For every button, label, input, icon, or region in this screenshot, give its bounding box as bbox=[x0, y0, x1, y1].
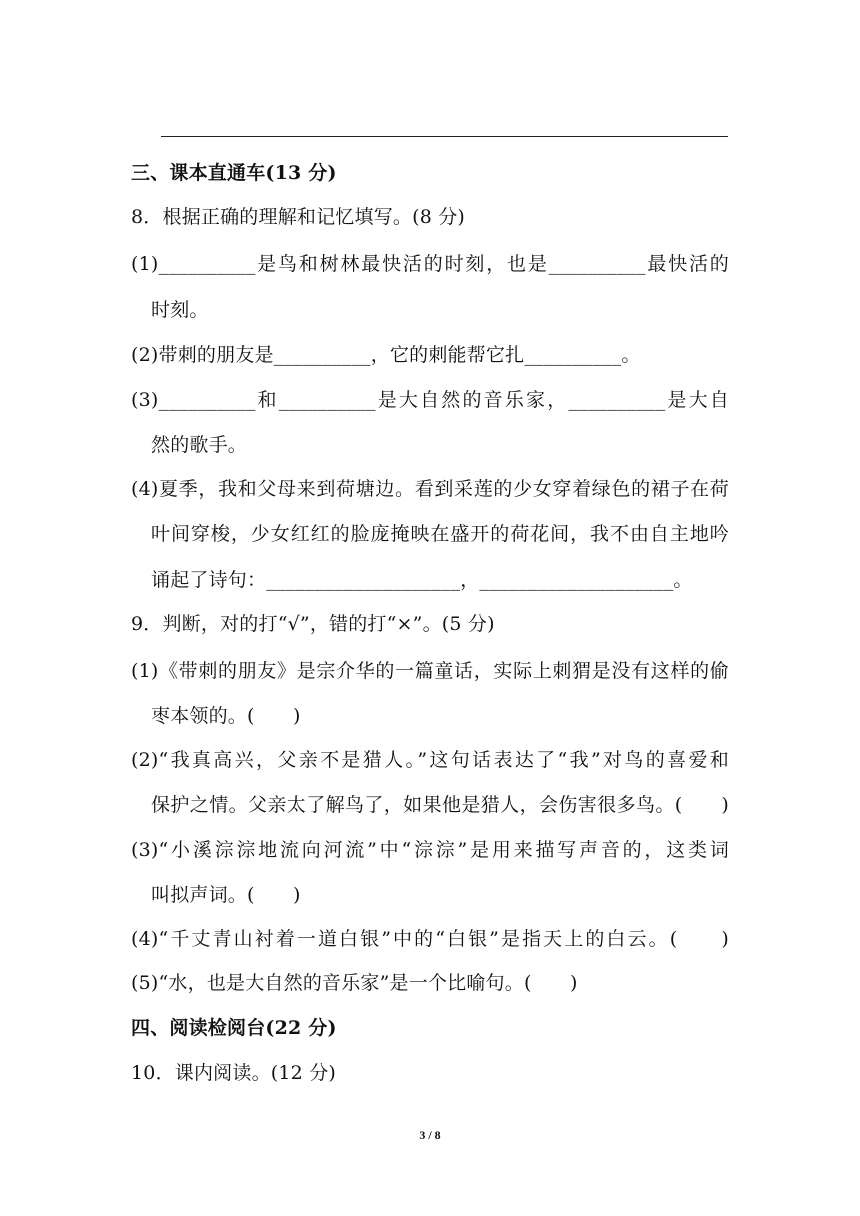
q8-item-4-cont2: 诵起了诗句：____________________，____________________。 bbox=[151, 569, 693, 591]
q9-item-2-cont: 保护之情。父亲太了解鸟了，如果他是猎人，会伤害很多鸟。( ) bbox=[151, 794, 729, 816]
q9-item-4: (4)“千丈青山衬着一道白银”中的“白银”是指天上的白云。( ) bbox=[131, 928, 729, 950]
q9-item-1: (1)《带刺的朋友》是宗介华的一篇童话，实际上刺猬是没有这样的偷 bbox=[131, 660, 729, 682]
top-answer-line bbox=[161, 136, 728, 137]
q9-item-5: (5)“水，也是大自然的音乐家”是一个比喻句。( ) bbox=[131, 972, 578, 994]
section-heading-4: 四、阅读检阅台(22 分) bbox=[131, 1017, 337, 1039]
question-10-title: 10．课内阅读。(12 分) bbox=[131, 1062, 337, 1084]
q8-item-1-cont: 时刻。 bbox=[151, 299, 209, 321]
q9-item-3-cont: 叫拟声词。( ) bbox=[151, 884, 301, 906]
question-8-title: 8．根据正确的理解和记忆填写。(8 分) bbox=[131, 206, 466, 228]
q9-item-3: (3)“小溪淙淙地流向河流”中“淙淙”是用来描写声音的，这类词 bbox=[131, 839, 729, 861]
q8-item-3: (3)__________和__________是大自然的音乐家，__________是大自 bbox=[131, 389, 729, 411]
page-number: 3 / 8 bbox=[419, 1128, 441, 1142]
section-heading-3: 三、课本直通车(13 分) bbox=[131, 162, 337, 184]
question-9-title: 9．判断，对的打“√”，错的打“×”。(5 分) bbox=[131, 613, 495, 635]
q8-item-2: (2)带刺的朋友是__________，它的刺能帮它扎__________。 bbox=[131, 344, 641, 366]
q9-item-1-cont: 枣本领的。( ) bbox=[151, 705, 301, 727]
q8-item-3-cont: 然的歌手。 bbox=[151, 434, 248, 456]
q8-item-1: (1)__________是鸟和树林最快活的时刻，也是__________最快活的 bbox=[131, 253, 729, 275]
q9-item-2: (2)“我真高兴，父亲不是猎人。”这句话表达了“我”对鸟的喜爱和 bbox=[131, 749, 729, 771]
q8-item-4-cont: 叶间穿梭，少女红红的脸庞掩映在盛开的荷花间，我不由自主地吟 bbox=[151, 523, 729, 545]
q8-item-4: (4)夏季，我和父母来到荷塘边。看到采莲的少女穿着绿色的裙子在荷 bbox=[131, 478, 729, 500]
